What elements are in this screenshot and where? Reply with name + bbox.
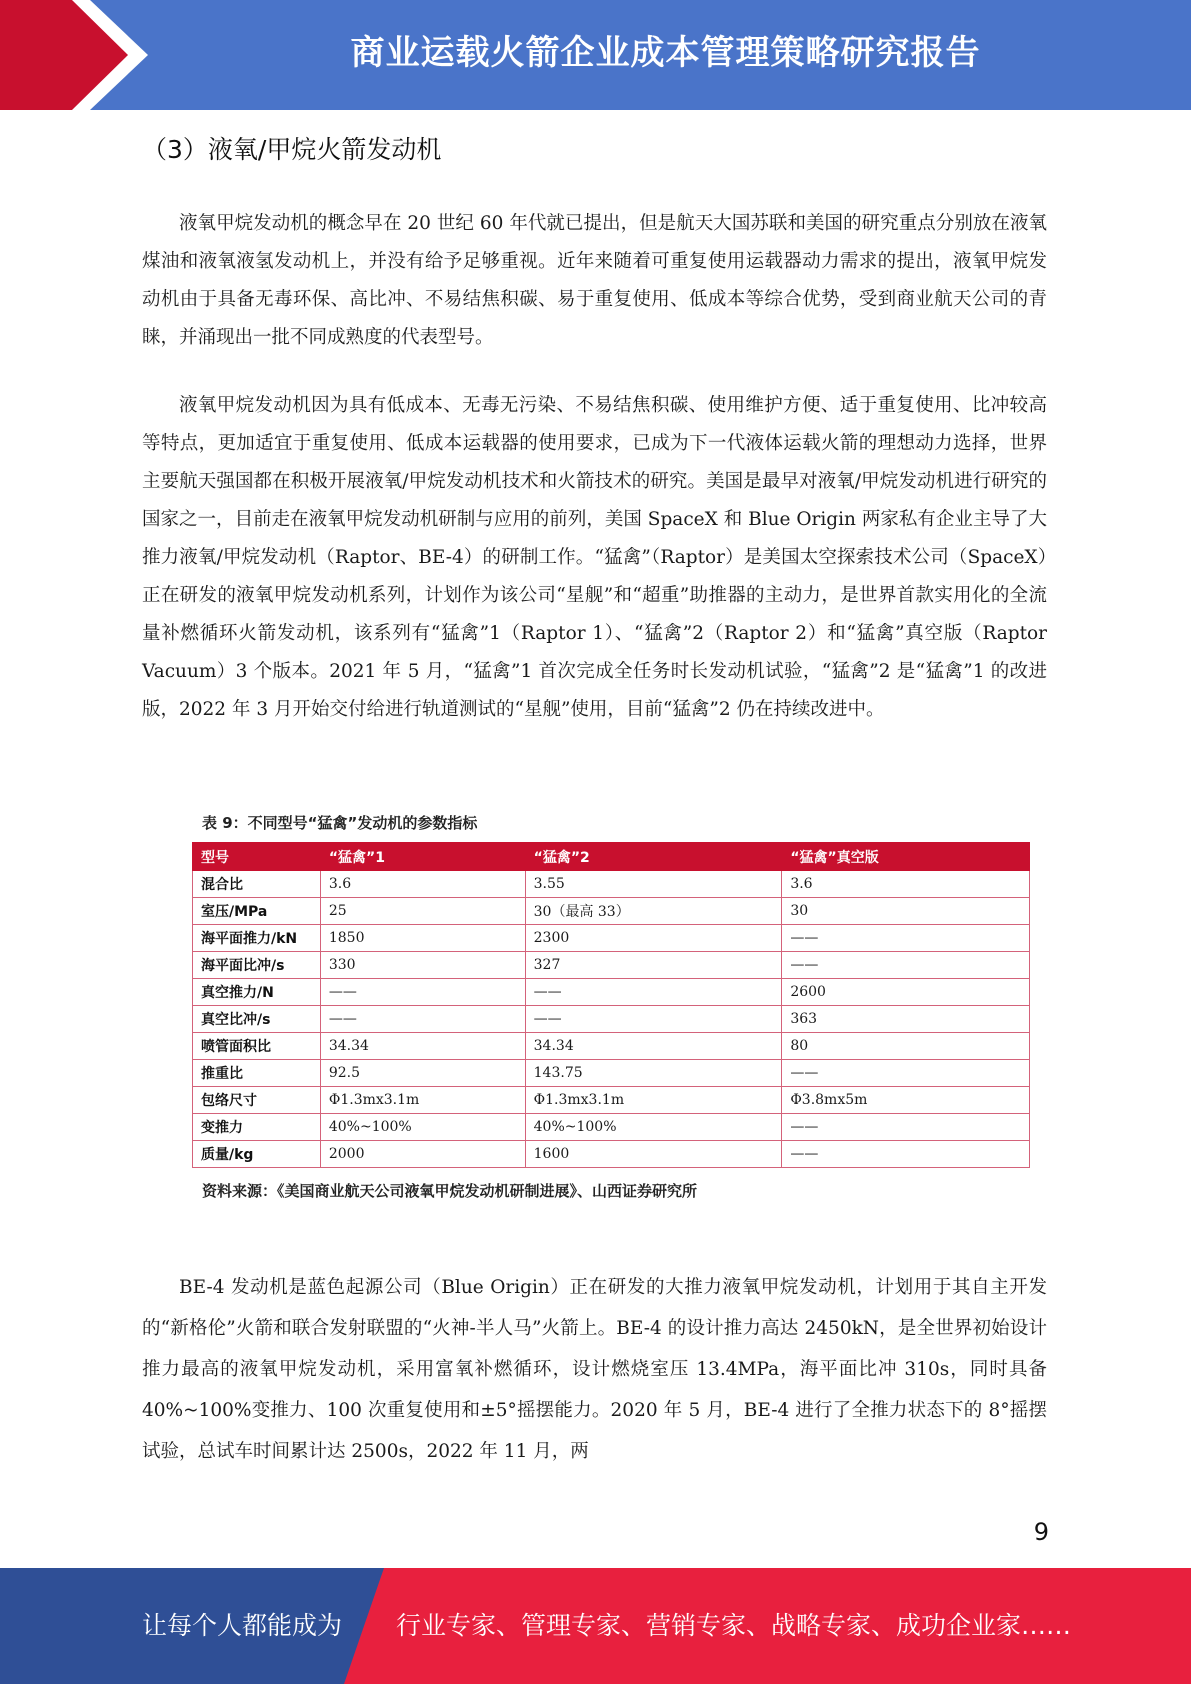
raptor-params-table bbox=[192, 842, 1030, 1168]
table-cell: —— bbox=[525, 979, 782, 1006]
row-label: 混合比 bbox=[193, 871, 321, 898]
page-header bbox=[0, 0, 1191, 110]
table-cell: 3.55 bbox=[525, 871, 782, 898]
footer-slogan-left: 让每个人都能成为 bbox=[142, 1611, 343, 1640]
table-row bbox=[193, 871, 1030, 898]
table-cell: 25 bbox=[320, 898, 525, 925]
row-label: 海平面比冲/s bbox=[193, 952, 321, 979]
table-cell: 143.75 bbox=[525, 1060, 782, 1087]
row-label: 变推力 bbox=[193, 1114, 321, 1141]
table-cell: 327 bbox=[525, 952, 782, 979]
table-row bbox=[193, 1141, 1030, 1168]
table-row bbox=[193, 1033, 1030, 1060]
table-cell: 30（最高 33） bbox=[525, 898, 782, 925]
paragraph-2: 液氧甲烷发动机因为具有低成本、无毒无污染、不易结焦积碳、使用维护方便、适于重复使用、比冲较高等特点，更加适宜于重复使用、低成本运载器的使用要求，已成为下一代液体运载火箭的理想动力选择，世界主要航天强国都在积极开展液氧/甲烷发动机技术和火箭技术的研究。美国是最早对液氧/甲烷发动机进行研究的国家之一，目前走在液氧甲烷发动机研制与应用的前列，美国 SpaceX 和 Blue Origin 两家私有企业主导了大推力液氧/甲烷发动机（Raptor、BE-4）的研制工作。“猛禽”（Raptor）是美国太空探索技术公司（SpaceX）正在研发的液氧甲烷发动机系列，计划作为该公司“星舰”和“超重”助推器的主动力，是世界首款实用化的全流量补燃循环火箭发动机，该系列有“猛禽”1（Raptor 1）、“猛禽”2（Raptor 2）和“猛禽”真空版（Raptor Vacuum）3 个版本。2021 年 5 月，“猛禽”1 首次完成全任务时长发动机试验，“猛禽”2 是“猛禽”1 的改进版，2022 年 3 月开始交付给进行轨道测试的“星舰”使用，目前“猛禽”2 仍在持续改进中。 bbox=[142, 395, 1047, 720]
table-cell: 1850 bbox=[320, 925, 525, 952]
table-row bbox=[193, 952, 1030, 979]
table-cell: —— bbox=[320, 1006, 525, 1033]
table-cell: —— bbox=[782, 1060, 1030, 1087]
row-label: 推重比 bbox=[193, 1060, 321, 1087]
table-cell: —— bbox=[782, 952, 1030, 979]
table-cell: 363 bbox=[782, 1006, 1030, 1033]
table-cell: 3.6 bbox=[782, 871, 1030, 898]
table-header-cell: “猛禽”2 bbox=[525, 843, 782, 871]
table-cell: 2300 bbox=[525, 925, 782, 952]
table-header-cell: 型号 bbox=[193, 843, 321, 871]
table-cell: 34.34 bbox=[525, 1033, 782, 1060]
row-label: 海平面推力/kN bbox=[193, 925, 321, 952]
table-cell: 40%~100% bbox=[525, 1114, 782, 1141]
paragraph-3: BE-4 发动机是蓝色起源公司（Blue Origin）正在研发的大推力液氧甲烷发动机，计划用于其自主开发的“新格伦”火箭和联合发射联盟的“火神-半人马”火箭上。BE-4 的设计推力高达 2450kN，是全世界初始设计推力最高的液氧甲烷发动机，采用富氧补燃循环，设计燃烧室压 13.4MPa，海平面比冲 310s，同时具备 40%~100%变推力、100 次重复使用和±5°摇摆能力。2020 年 5 月，BE-4 进行了全推力状态下的 8°摇摆试验，总试车时间累计达 2500s，2022 年 11 月，两 bbox=[142, 1277, 1047, 1462]
table-row bbox=[193, 1006, 1030, 1033]
table-cell: Φ1.3mx3.1m bbox=[320, 1087, 525, 1114]
table-cell: 2600 bbox=[782, 979, 1030, 1006]
table-cell: —— bbox=[782, 925, 1030, 952]
table-row bbox=[193, 1087, 1030, 1114]
table-cell: —— bbox=[320, 979, 525, 1006]
table-source: 资料来源：《美国商业航天公司液氧甲烷发动机研制进展》、山西证券研究所 bbox=[202, 1182, 698, 1200]
row-label: 真空比冲/s bbox=[193, 1006, 321, 1033]
page-number: 9 bbox=[1033, 1518, 1049, 1546]
report-title: 商业运载火箭企业成本管理策略研究报告 bbox=[350, 33, 981, 73]
table-cell: 92.5 bbox=[320, 1060, 525, 1087]
row-label: 质量/kg bbox=[193, 1141, 321, 1168]
table-row bbox=[193, 925, 1030, 952]
table-cell: 80 bbox=[782, 1033, 1030, 1060]
table-row bbox=[193, 1060, 1030, 1087]
page-footer bbox=[0, 1568, 1191, 1684]
table-caption: 表 9：不同型号“猛禽”发动机的参数指标 bbox=[202, 814, 478, 832]
table-cell: 40%~100% bbox=[320, 1114, 525, 1141]
table-header-cell: “猛禽”真空版 bbox=[782, 843, 1030, 871]
table-cell: 30 bbox=[782, 898, 1030, 925]
footer-slogan-right: 行业专家、管理专家、营销专家、战略专家、成功企业家…… bbox=[396, 1611, 1072, 1640]
table-row bbox=[193, 898, 1030, 925]
header-red-chevron bbox=[0, 0, 150, 110]
row-label: 喷管面积比 bbox=[193, 1033, 321, 1060]
row-label: 真空推力/N bbox=[193, 979, 321, 1006]
paragraph-1: 液氧甲烷发动机的概念早在 20 世纪 60 年代就已提出，但是航天大国苏联和美国的研究重点分别放在液氧煤油和液氧液氢发动机上，并没有给予足够重视。近年来随着可重复使用运载器动力需求的提出，液氧甲烷发动机由于具备无毒环保、高比冲、不易结焦积碳、易于重复使用、低成本等综合优势，受到商业航天公司的青睐，并涌现出一批不同成熟度的代表型号。 bbox=[142, 213, 1047, 348]
table-row bbox=[193, 979, 1030, 1006]
section-heading: （3）液氧/甲烷火箭发动机 bbox=[142, 135, 442, 164]
table-cell: 3.6 bbox=[320, 871, 525, 898]
table-cell: 1600 bbox=[525, 1141, 782, 1168]
row-label: 室压/MPa bbox=[193, 898, 321, 925]
table-cell: 34.34 bbox=[320, 1033, 525, 1060]
table-cell: —— bbox=[525, 1006, 782, 1033]
table-cell: Φ1.3mx3.1m bbox=[525, 1087, 782, 1114]
table-header-cell: “猛禽”1 bbox=[320, 843, 525, 871]
table-row bbox=[193, 1114, 1030, 1141]
row-label: 包络尺寸 bbox=[193, 1087, 321, 1114]
table-cell: —— bbox=[782, 1114, 1030, 1141]
table-cell: —— bbox=[782, 1141, 1030, 1168]
table-cell: Φ3.8mx5m bbox=[782, 1087, 1030, 1114]
table-header-row bbox=[193, 843, 1030, 871]
table-cell: 2000 bbox=[320, 1141, 525, 1168]
table-cell: 330 bbox=[320, 952, 525, 979]
